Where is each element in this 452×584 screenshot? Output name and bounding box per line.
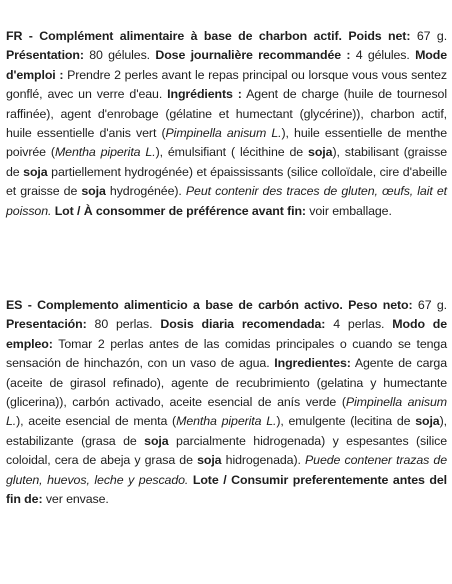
anise-latin-name-es: Pimpinella anisum L. — [6, 395, 447, 429]
ingredients-label-es: Ingredientes: — [274, 356, 351, 371]
daily-dose-label-fr: Dose journalière recommandée : — [155, 48, 351, 63]
allergen-soja-fr: soja — [81, 184, 106, 199]
presentation-value-fr: 80 gélules. — [89, 48, 151, 63]
traces-warning-fr: Peut contenir des traces de gluten, œufs, lait et poisson. — [6, 184, 447, 218]
net-weight-value-es: 67 g. — [417, 298, 448, 312]
mint-latin-name-fr: Mentha piperita L. — [54, 145, 156, 160]
ingredients-label-fr: Ingrédients : — [167, 87, 242, 102]
paragraph-es — [6, 296, 447, 509]
traces-warning-es: Puede contener trazas de gluten, huevos, leche y pescado. — [6, 453, 448, 487]
heading-fr: FR - Complément alimentaire à base de charbon actif. — [6, 29, 342, 43]
anise-latin-name-fr: Pimpinella anisum L. — [165, 126, 282, 141]
label-text-fr — [6, 27, 447, 221]
usage-label-es: Modo de empleo: — [6, 317, 448, 351]
lot-value-fr: voir emballage. — [309, 203, 392, 218]
label-text-es — [6, 296, 447, 509]
lot-label-fr: Lot / À consommer de préférence avant fin: — [54, 203, 306, 218]
presentation-label-es: Presentación: — [6, 317, 87, 332]
allergen-soja-es: soja — [144, 433, 169, 448]
allergen-soja-es: soja — [415, 414, 440, 429]
mint-latin-name-es: Mentha piperita L. — [176, 414, 277, 429]
net-weight-label-es: Peso neto: — [348, 298, 413, 312]
lot-value-es: ver envase. — [45, 492, 109, 507]
allergen-soja-es: soja — [197, 453, 222, 468]
usage-text-fr: Prendre 2 perles avant le repas principal ou lorsque vous vous sentez gonflé, avec un verre d'eau. — [6, 67, 448, 102]
lot-label-es: Lote / Consumir preferentemente antes del fin de: — [6, 472, 447, 507]
daily-dose-label-es: Dosis diaria recomendada: — [160, 317, 326, 332]
net-weight-label-fr: Poids net: — [348, 29, 411, 43]
presentation-label-fr: Présentation: — [6, 48, 84, 63]
presentation-value-es: 80 perlas. — [94, 317, 153, 332]
daily-dose-value-fr: 4 gélules. — [355, 48, 410, 63]
ingredients-text-fr: Agent de charge (huile de tournesol raffinée), agent d'enrobage (gélatine et humectant (glycérine)), charbon actif, huile essentielle d'anis vert (Pimpinella anisum L.), huile essentielle de menthe poivrée (Mentha piperita L.), émulsifiant ( lécithine de soja), stabilisant (graisse de soja partiellement hydrogénée) et épaississants (silice colloïdale, cire d'abeille et graisse de soja hydrogénée). — [6, 87, 448, 199]
heading-es: ES - Complemento alimenticio a base de carbón activo. — [6, 298, 343, 312]
ingredients-text-es: Agente de carga (aceite de girasol refinado), agente de recubrimiento (gelatina y humectante (glicerina)), carbón activado, aceite esencial de anís verde (Pimpinella anisum L.), aceite esencial de menta (Mentha piperita L.), emulgente (lecitina de soja), estabilizante (grasa de soja parcialmente hidrogenada) y espesantes (silice coloidal, cera de abeja y grasa de soja hidrogenada). — [6, 356, 447, 468]
net-weight-value-fr: 67 g. — [416, 29, 448, 43]
daily-dose-value-es: 4 perlas. — [333, 317, 385, 332]
usage-label-fr: Mode d'emploi : — [6, 48, 448, 82]
paragraph-fr — [6, 27, 447, 221]
allergen-soja-fr: soja — [23, 164, 48, 179]
usage-text-es: Tomar 2 perlas antes de las comidas principales o cuando se tenga sensación de hinchazón, con un vaso de agua. — [6, 336, 447, 371]
allergen-soja-fr: soja — [308, 145, 333, 160]
